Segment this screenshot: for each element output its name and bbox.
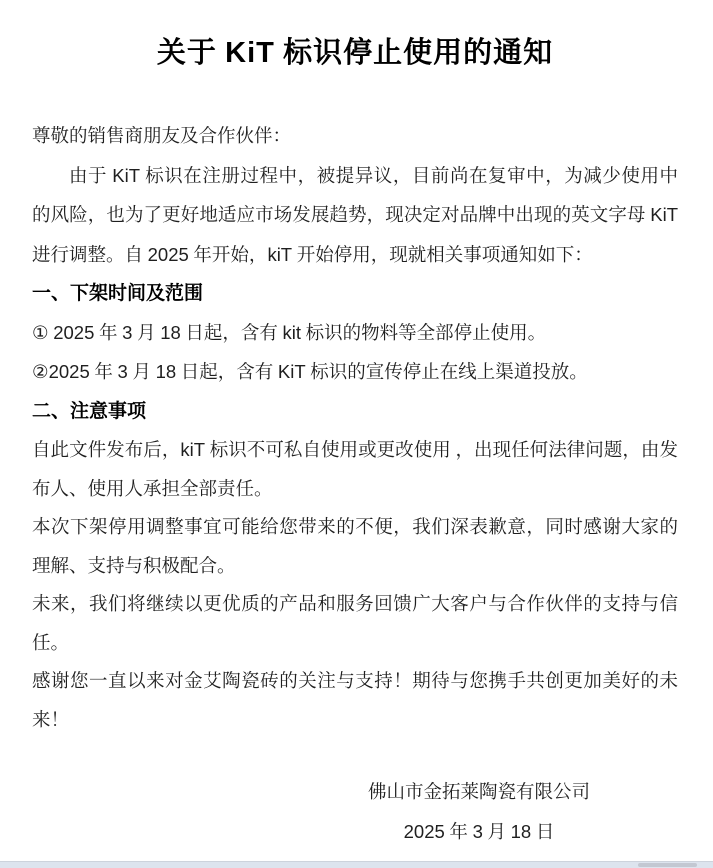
section2-paragraph-1: 自此文件发布后，kiT 标识不可私自使用或更改使用 ，出现任何法律问题，由发布人、使用人承担全部责任。 bbox=[32, 439, 678, 500]
intro-paragraph: 由于 KiT 标识在注册过程中，被提异议，目前尚在复审中，为减少使用中的风险，也为了更好地适应市场发展趋势，现决定对品牌中出现的英文字母 KiT 进行调整。自 2025 年开始，kiT 开始停用，现就相关事项通知如下： bbox=[32, 164, 678, 266]
notice-document bbox=[0, 32, 713, 868]
greeting-line: 尊敬的销售商朋友及合作伙伴： bbox=[32, 127, 292, 147]
scrollbar-thumb[interactable] bbox=[638, 863, 697, 867]
signature-block bbox=[368, 774, 590, 852]
section1-item-2: ②2025 年 3 月 18 日起，含有 KiT 标识的宣传停止在线上渠道投放。 bbox=[32, 361, 588, 383]
section2-paragraph-4: 感谢您一直以来对金艾陶瓷砖的关注与支持！期待与您携手共创更加美好的未来！ bbox=[32, 672, 678, 731]
document-title: 关于 KiT 标识停止使用的通知 bbox=[156, 37, 554, 69]
section2-heading: 二、注意事项 bbox=[32, 400, 147, 422]
signature-date: 2025 年 3 月 18 日 bbox=[403, 820, 555, 843]
section2-paragraph-2: 本次下架停用调整事宜可能给您带来的不便，我们深表歉意，同时感谢大家的理解、支持与积极配合。 bbox=[32, 518, 678, 577]
section2-paragraph-3: 未来，我们将继续以更优质的产品和服务回馈广大客户与合作伙伴的支持与信任。 bbox=[32, 595, 678, 654]
signature-company: 佛山市金拓莱陶瓷有限公司 bbox=[367, 783, 590, 803]
horizontal-scrollbar[interactable] bbox=[0, 861, 713, 868]
section1-heading: 一、下架时间及范围 bbox=[32, 283, 204, 304]
section1-item-1: ① 2025 年 3 月 18 日起，含有 kit 标识的物料等全部停止使用。 bbox=[32, 321, 547, 344]
